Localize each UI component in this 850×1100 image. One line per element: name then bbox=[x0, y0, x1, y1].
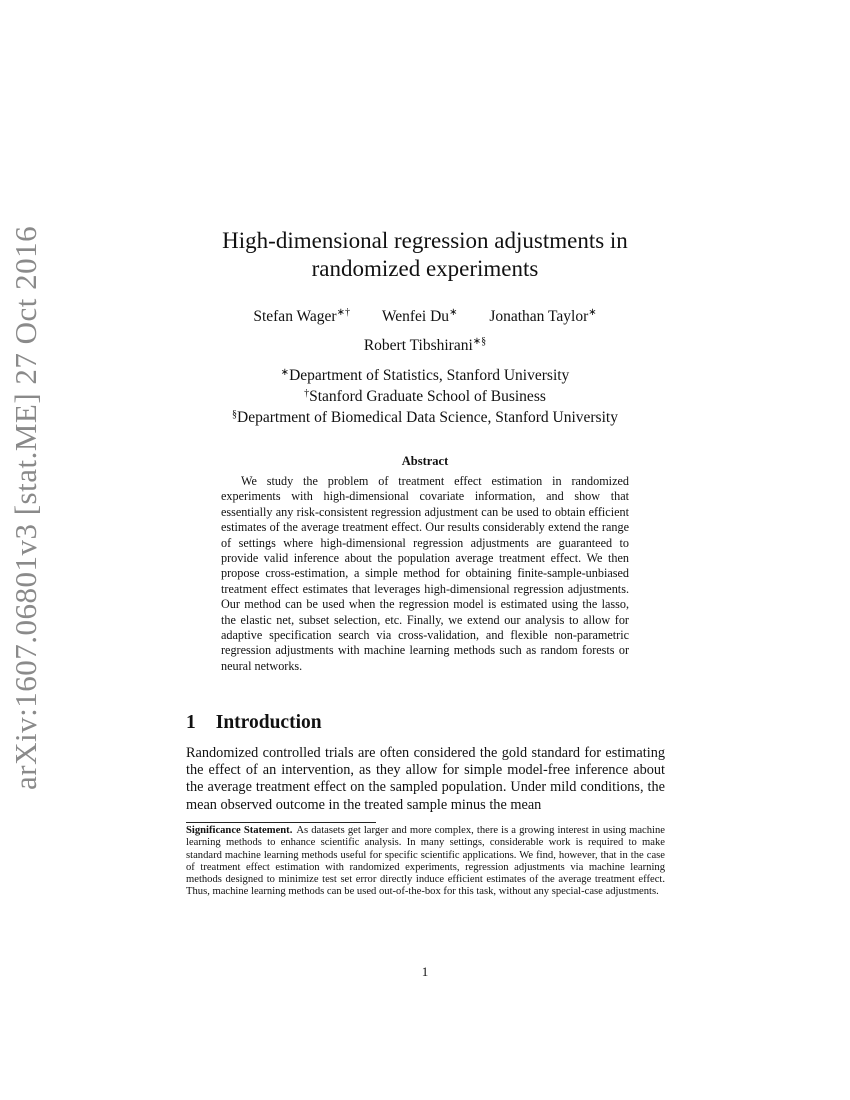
abstract-text: We study the problem of treatment effect estimation in randomized experiments with high-dimensional covariate information, and show that essentially any risk-consistent regression adjustment can be used to obtain efficient estimates of the average treatment effect. Our results considerably extend the range of settings where high-dimensional regression adjustments are guaranteed to provide valid inference about the population average treatment effect. We then propose cross-estimation, a simple method for obtaining finite-sample-unbiased treatment effect estimates that leverages high-dimensional regression adjustments. Our method can be used when the regression model is estimated using the lasso, the elastic net, subset selection, etc. Finally, we extend our analysis to allow for adaptive specification search via cross-validation, and flexible non-parametric regression adjustments with machine learning methods such as random forests or neural networks. bbox=[221, 474, 629, 673]
author-row-1 bbox=[150, 300, 700, 329]
significance-footnote bbox=[186, 825, 665, 899]
author: Wenfei Du∗ bbox=[381, 307, 458, 325]
affiliation: ∗Department of Statistics, Stanford University bbox=[280, 367, 570, 384]
title-line-1: High-dimensional regression adjustments in bbox=[222, 228, 628, 253]
author-row-2 bbox=[150, 329, 700, 358]
section-heading bbox=[186, 712, 322, 734]
section-title: Introduction bbox=[215, 712, 322, 733]
intro-paragraph: Randomized controlled trials are often considered the gold standard for estimating the effect of an intervention, as they allow for simple model-free inference about the average treatment effect on the sampled population. Under mild conditions, the mean observed outcome in the treated sample minus the mean bbox=[186, 745, 665, 813]
affiliation: †Stanford Graduate School of Business bbox=[304, 388, 546, 405]
paper-title bbox=[150, 227, 700, 283]
affiliation: §Department of Biomedical Data Science, Stanford University bbox=[232, 409, 618, 426]
footnote-text: As datasets get larger and more complex, there is a growing interest in using machine learning methods to enhance scientific analysis. In many settings, considerable work is required to make standard machine learning methods useful for specific scientific applications. We find, however, that in the case of treatment effect estimation with randomized experiments, regression adjustments via machine learning methods designed to minimize test set error directly induce efficient estimates of the average treatment effect. Thus, machine learning methods can be used out-of-the-box for this task, without any special-case adjustments. bbox=[186, 825, 665, 898]
footnote-rule bbox=[186, 822, 376, 823]
author: Jonathan Taylor∗ bbox=[489, 307, 597, 325]
abstract-heading: Abstract bbox=[401, 454, 449, 468]
author: Robert Tibshirani∗§ bbox=[363, 336, 487, 354]
footnote-label: Significance Statement. bbox=[186, 825, 293, 836]
affiliation-list bbox=[150, 364, 700, 427]
author: Stefan Wager∗† bbox=[253, 307, 350, 325]
section-number: 1 bbox=[186, 712, 196, 733]
title-line-2: randomized experiments bbox=[311, 256, 539, 281]
page-number: 1 bbox=[421, 964, 429, 979]
arxiv-identifier: arXiv:1607.06801v3 [stat.ME] 27 Oct 2016 bbox=[8, 225, 43, 790]
author-list bbox=[150, 300, 700, 358]
